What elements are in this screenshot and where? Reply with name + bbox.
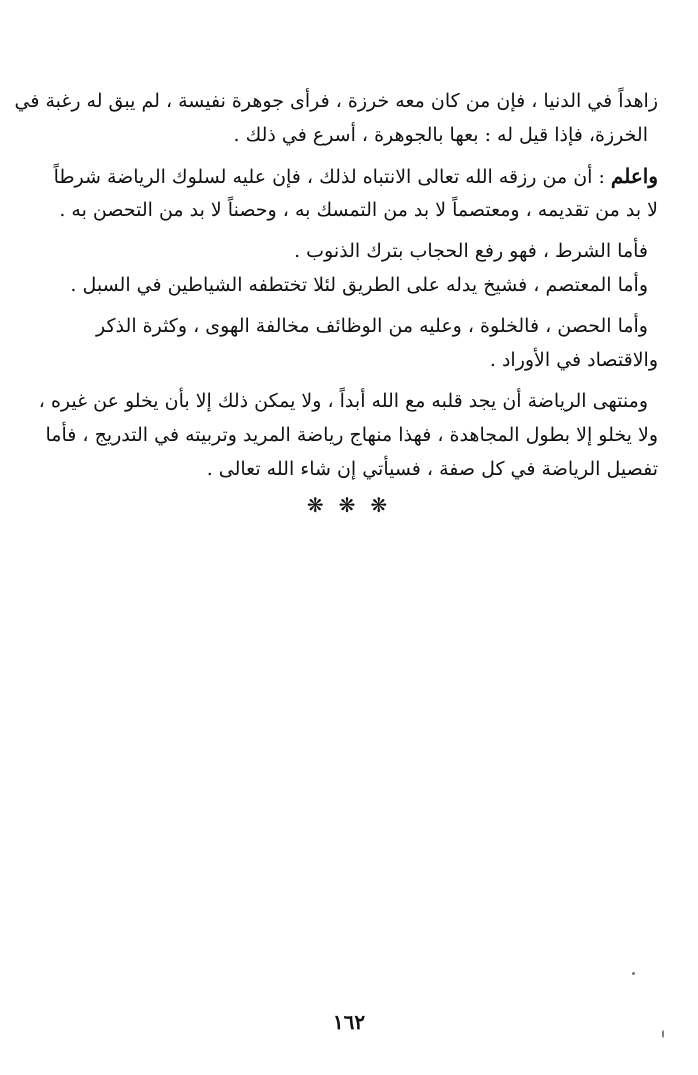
text-line (40, 159, 658, 193)
main-text (14, 84, 658, 493)
paragraph-1 (14, 84, 658, 152)
lead-word: واعلم (610, 164, 658, 188)
section-separator: ❋ ❋ ❋ (306, 493, 392, 517)
scan-speck (632, 972, 635, 975)
paragraph-4 (40, 309, 658, 377)
text-line: فأما الشرط ، فهو رفع الحجاب بترك الذنوب . (294, 240, 648, 262)
paragraph-5 (40, 384, 658, 486)
page-number: ١٦٢ (332, 1010, 366, 1034)
text-line: والاقتصاد في الأوراد . (489, 349, 658, 371)
text-line: ومنتهى الرياضة أن يجد قلبه مع الله أبداً ، ولا يمكن ذلك إلا بأن يخلو عن غيره ، (38, 390, 648, 412)
text-line: تفصيل الرياضة في كل صفة ، فسيأتي إن شاء الله تعالى . (206, 458, 658, 480)
text-line: زاهداً في الدنيا ، فإن من كان معه خرزة ، فرأى جوهرة نفيسة ، لم يبق له رغبة في (14, 90, 658, 112)
text-line: وأما الحصن ، فالخلوة ، وعليه من الوظائف مخالفة الهوى ، وكثرة الذكر (96, 315, 648, 337)
text-line-rest: : أن من رزقه الله تعالى الانتباه لذلك ، فإن عليه لسلوك الرياضة شرطاً (53, 166, 611, 188)
text-line: ولا يخلو إلا بطول المجاهدة ، فهذا منهاج رياضة المريد وتربيته في التدريج ، فأما (45, 424, 658, 446)
paragraph-2 (40, 159, 658, 227)
text-line: الخرزة، فإذا قيل له : بعها بالجوهرة ، أسرع في ذلك . (233, 124, 648, 146)
text-line: لا بد من تقديمه ، ومعتصماً لا بد من التمسك به ، وحصناً لا بد من التحصن به . (59, 199, 658, 221)
scan-speck (662, 1030, 664, 1038)
paragraph-3 (40, 234, 658, 302)
text-line: وأما المعتصم ، فشيخ يدله على الطريق لئلا تختطفه الشياطين في السبل . (70, 274, 648, 296)
